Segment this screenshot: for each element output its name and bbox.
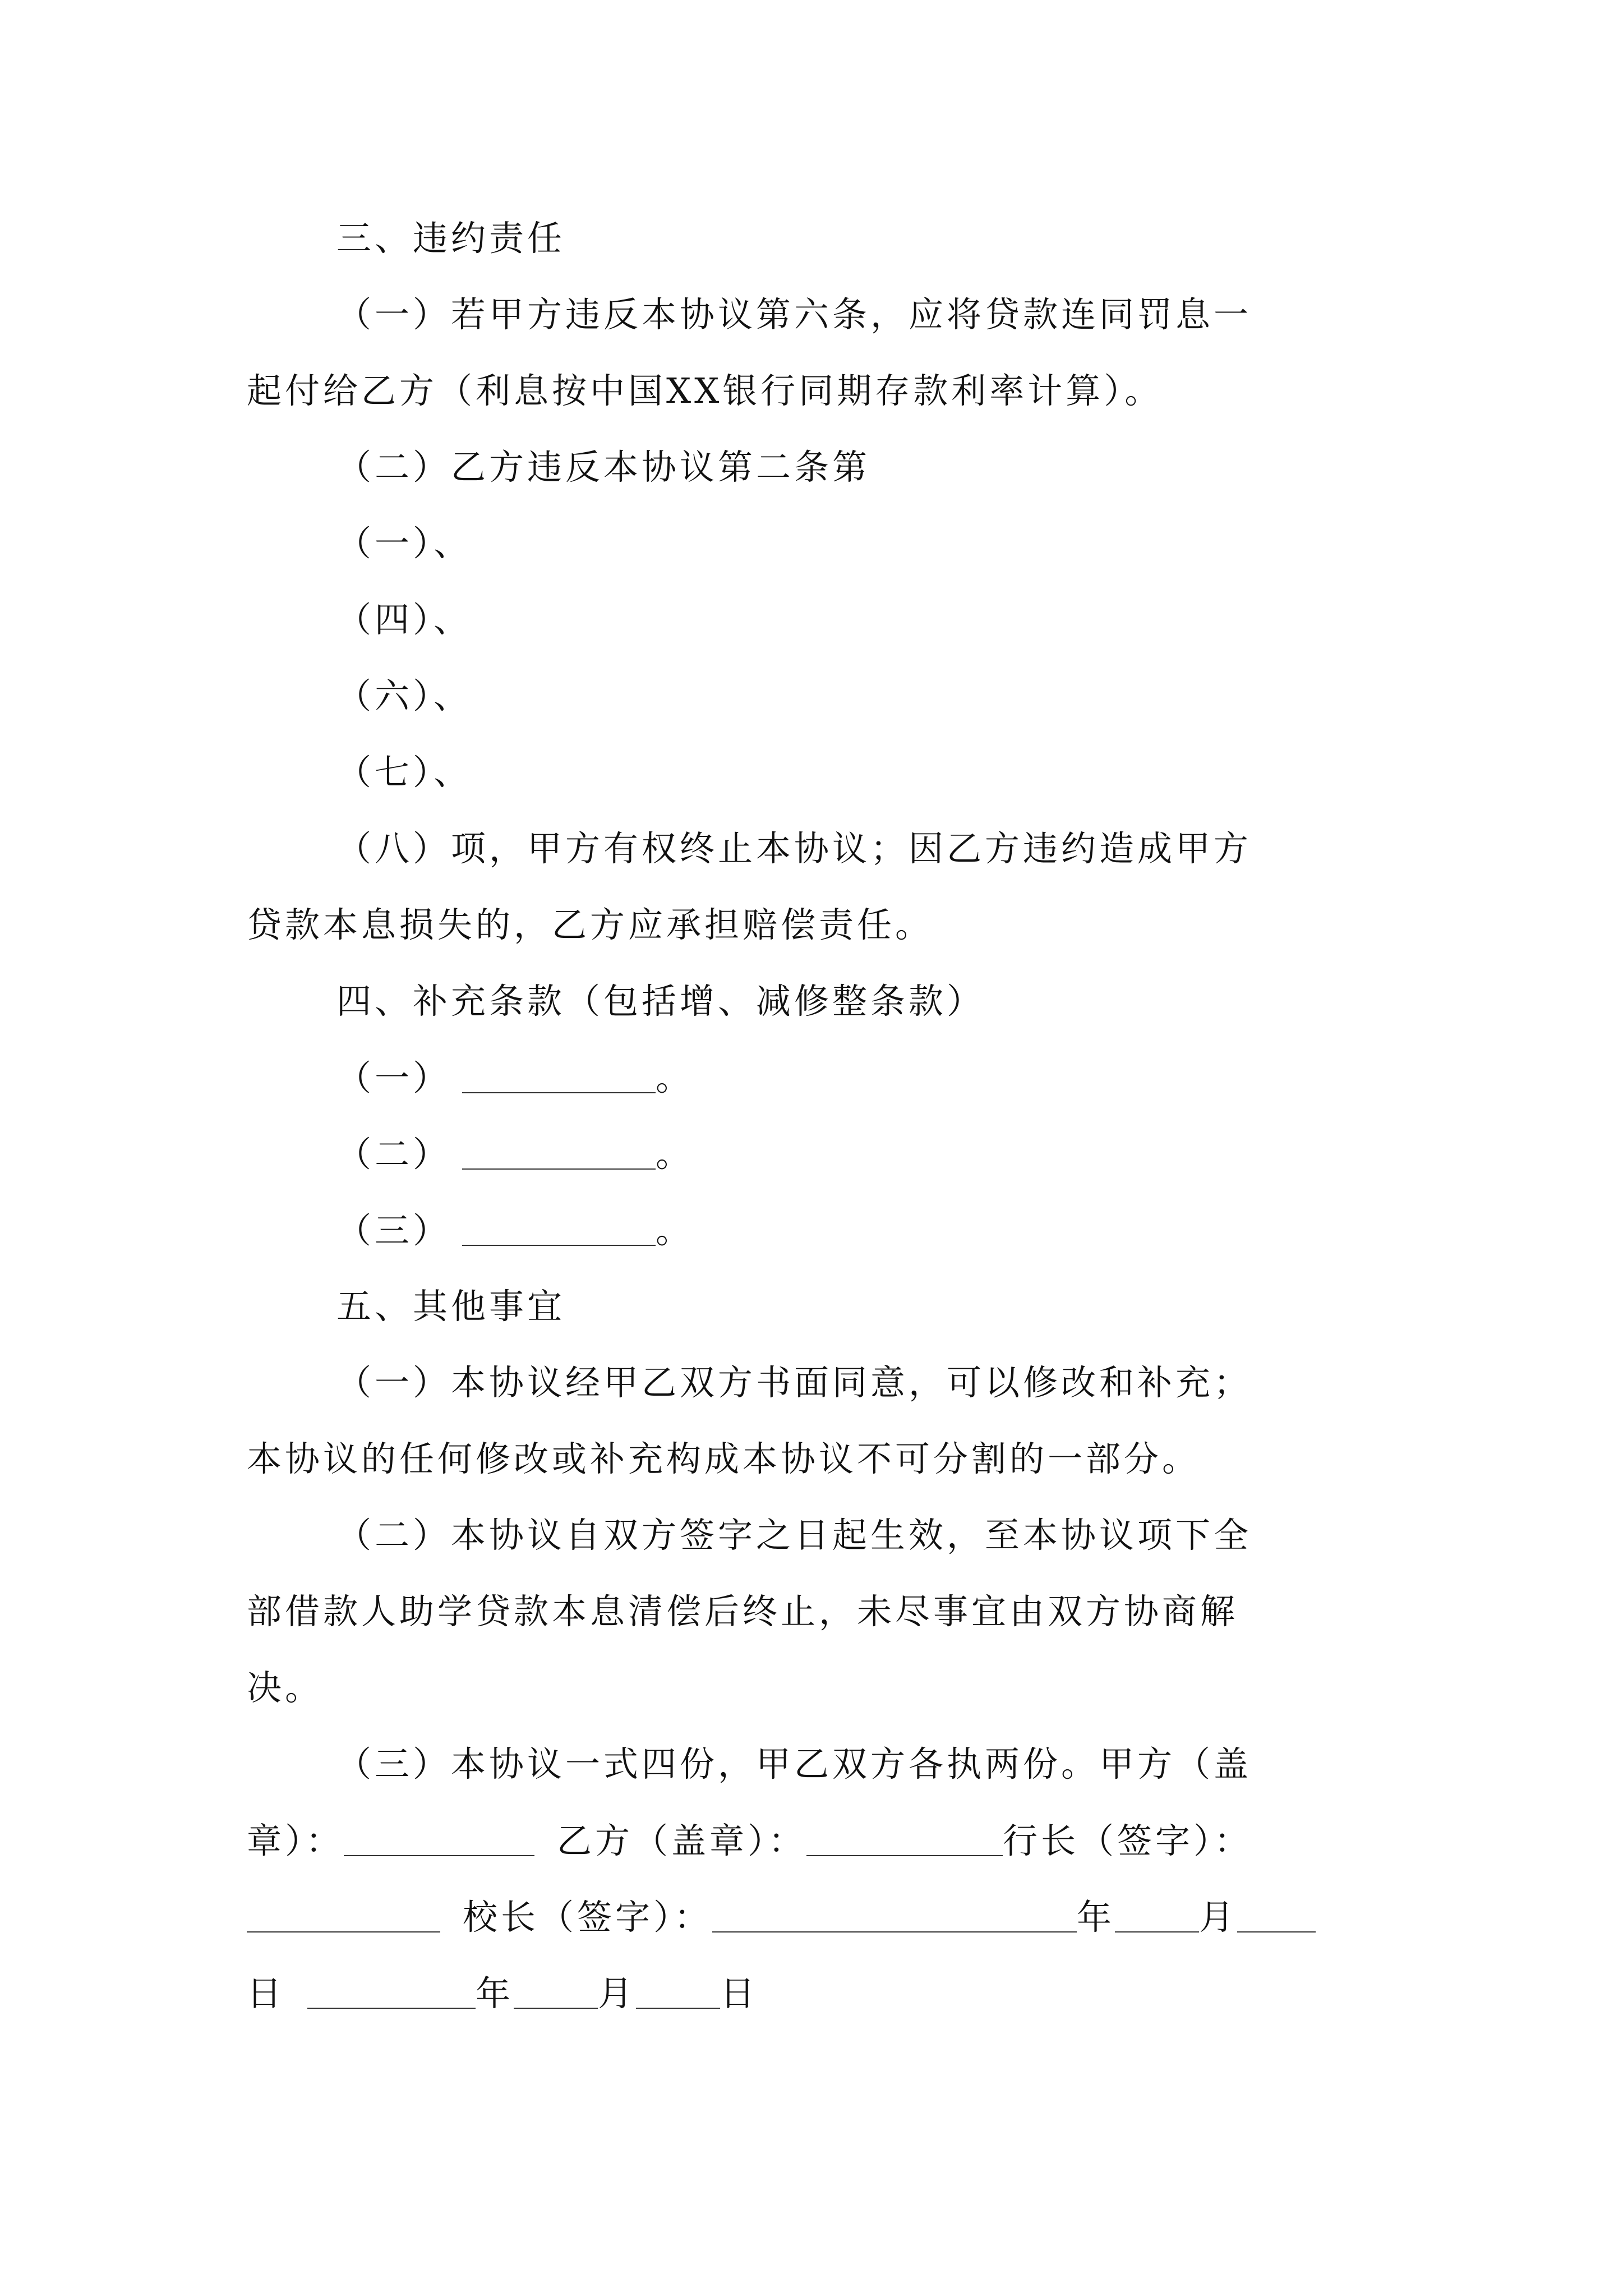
period: 。 (656, 1210, 694, 1251)
item-label: （二） (336, 1134, 451, 1175)
party-b-seal-label: 乙方（盖章）： (557, 1820, 807, 1861)
clause-text: 本协议的任何修改或补充构成本协议不可分割的一部分。 (247, 1438, 1201, 1479)
day-label: 日 (247, 1973, 285, 2014)
clause-item: （一）、 (336, 523, 472, 564)
clause-text: （一）本协议经甲乙双方书面同意，可以修改和补充； (336, 1362, 1252, 1403)
party-a-seal-blank (344, 1816, 534, 1856)
item-label: （三） (336, 1210, 451, 1251)
fill-blank (462, 1205, 656, 1246)
year-label: 年 (476, 1973, 514, 2014)
month-label: 月 (598, 1973, 637, 2014)
fill-blank (462, 1129, 656, 1170)
clause-text: （三）本协议一式四份，甲乙双方各执两份。甲方（盖 (336, 1743, 1252, 1784)
section-heading-breach-liability: 三、违约责任 (336, 218, 566, 259)
fill-blank (462, 1053, 656, 1093)
year-label: 年 (1077, 1897, 1115, 1938)
clause-text: （二）本协议自双方签字之日起生效，至本协议项下全 (336, 1515, 1252, 1556)
clause-text: 起付给乙方（利息按中国XX银行同期存款利率计算）。 (247, 370, 1163, 411)
clause-text: 决。 (247, 1667, 324, 1708)
bank-president-signature-blank (247, 1892, 440, 1932)
clause-text: 部借款人助学贷款本息清偿后终止，未尽事宜由双方协商解 (247, 1591, 1239, 1632)
supplementary-item (336, 1126, 1475, 1182)
signature-line (247, 1889, 1385, 1945)
date-line (247, 1965, 1385, 2021)
clause-text: 贷款本息损失的，乙方应承担赔偿责任。 (247, 904, 934, 945)
signature-line (247, 1812, 1385, 1869)
month-label: 月 (1199, 1897, 1238, 1938)
party-a-seal-label: 章）： (247, 1820, 344, 1861)
clause-item: （七）、 (336, 752, 472, 793)
item-label: （一） (336, 1057, 451, 1098)
clause-item: （六）、 (336, 675, 472, 716)
period: 。 (656, 1134, 694, 1175)
clause-text: （二）乙方违反本协议第二条第 (336, 447, 871, 487)
day-blank (636, 1968, 720, 2009)
clause-text: （八）项，甲方有权终止本协议；因乙方违约造成甲方 (336, 828, 1252, 869)
period: 。 (656, 1057, 694, 1098)
principal-signature-label: 校长（签字）： (463, 1897, 713, 1938)
clause-text: （一）若甲方违反本协议第六条，应将贷款连同罚息一 (336, 294, 1252, 335)
year-blank (307, 1968, 476, 2009)
bank-president-signature-label: 行长（签字）： (1003, 1820, 1253, 1861)
section-heading-other-matters: 五、其他事宜 (336, 1286, 566, 1327)
day-label: 日 (720, 1973, 759, 2014)
day-blank (1237, 1892, 1316, 1932)
supplementary-item (336, 1202, 1475, 1258)
month-blank (1115, 1892, 1199, 1932)
clause-item: （四）、 (336, 599, 472, 640)
principal-signature-blank (712, 1892, 1077, 1932)
party-b-seal-blank (806, 1816, 1003, 1856)
section-heading-supplementary-terms: 四、补充条款（包括增、减修整条款） (336, 981, 985, 1022)
month-blank (514, 1968, 598, 2009)
supplementary-item (336, 1050, 1475, 1106)
